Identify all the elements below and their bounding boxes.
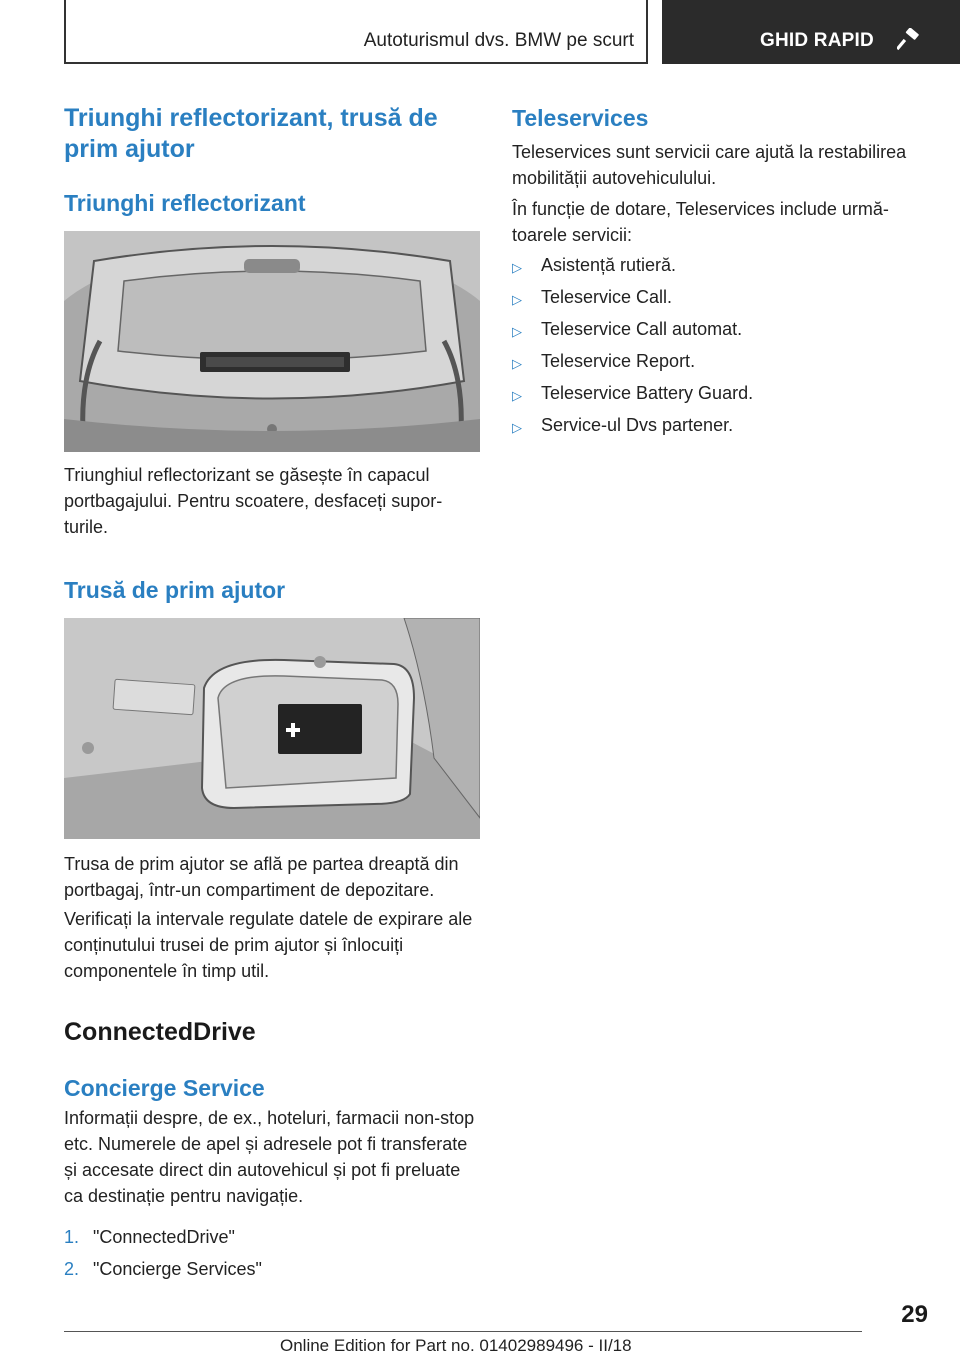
page-title: Triunghi reflectorizant, trusă de prim ajutor bbox=[64, 104, 438, 163]
triangle-bullet-icon: ▷ bbox=[512, 388, 522, 403]
quick-guide-tab-label: GHID RAPID bbox=[760, 30, 874, 51]
list-item-label: Teleservice Report. bbox=[541, 351, 696, 371]
list-item-label: Teleservice Call automat. bbox=[541, 319, 743, 339]
warning-triangle-text: Triunghiul reflectorizant se găsește în capacul portbagajului. Pentru scoatere, desfaceți supor-turile. bbox=[64, 465, 443, 537]
list-item-label: Teleservice Battery Guard. bbox=[541, 383, 754, 403]
warning-triangle-heading: Triunghi reflectorizant bbox=[64, 190, 306, 216]
footer-divider bbox=[64, 1331, 862, 1332]
first-aid-heading: Trusă de prim ajutor bbox=[64, 577, 286, 603]
first-aid-text-2: Verificați la intervale regulate datele de expirare ale conținutului trusei de prim ajutor și înlocuiți componentele în timp util. bbox=[64, 909, 473, 981]
list-item bbox=[64, 1224, 262, 1256]
list-item bbox=[512, 412, 753, 444]
list-item bbox=[512, 284, 753, 316]
step-number: 2. bbox=[64, 1259, 80, 1279]
triangle-bullet-icon: ▷ bbox=[512, 356, 522, 371]
step-label: "ConnectedDrive" bbox=[93, 1227, 235, 1247]
first-aid-kit-illustration bbox=[64, 618, 480, 839]
concierge-heading: Concierge Service bbox=[64, 1075, 265, 1101]
teleservices-heading: Teleservices bbox=[512, 105, 649, 131]
triangle-bullet-icon: ▷ bbox=[512, 324, 522, 339]
list-item bbox=[512, 316, 753, 348]
connecteddrive-heading: ConnectedDrive bbox=[64, 1018, 256, 1046]
teleservices-text-1: Teleservices sunt servicii care ajută la restabilirea mobilității autovehiculului. bbox=[512, 142, 907, 188]
list-item-label: Service-ul Dvs partener. bbox=[541, 415, 734, 435]
triangle-bullet-icon: ▷ bbox=[512, 260, 522, 275]
first-aid-text-1: Trusa de prim ajutor se află pe partea dreaptă din portbagaj, într-un compartiment de depozitare. bbox=[64, 854, 459, 900]
triangle-bullet-icon: ▷ bbox=[512, 420, 522, 435]
page-number: 29 bbox=[901, 1301, 928, 1328]
triangle-bullet-icon: ▷ bbox=[512, 292, 522, 307]
list-item-label: Teleservice Call. bbox=[541, 287, 673, 307]
header-section-title: Autoturismul dvs. BMW pe scurt bbox=[363, 30, 634, 51]
list-item bbox=[64, 1256, 262, 1288]
list-item bbox=[512, 252, 753, 284]
concierge-steps bbox=[64, 1224, 262, 1288]
list-item bbox=[512, 348, 753, 380]
step-number: 1. bbox=[64, 1227, 80, 1247]
concierge-text: Informații despre, de ex., hoteluri, farmacii non-stop etc. Numerele de apel și adresele pot fi transferate și accesate direct din autovehicul și pot fi preluate ca destinație pentru navigație. bbox=[64, 1108, 475, 1206]
footer-edition: Online Edition for Part no. 01402989496 - II/18 bbox=[280, 1336, 632, 1355]
header-section-box bbox=[64, 0, 648, 64]
list-item-label: Asistență rutieră. bbox=[541, 255, 677, 275]
teleservices-list bbox=[512, 252, 753, 444]
hammer-icon bbox=[897, 28, 921, 52]
trunk-lid-illustration bbox=[64, 231, 480, 452]
step-label: "Concierge Services" bbox=[93, 1259, 262, 1279]
list-item bbox=[512, 380, 753, 412]
teleservices-text-2: În funcție de dotare, Teleservices include urmă-toarele servicii: bbox=[512, 199, 889, 245]
